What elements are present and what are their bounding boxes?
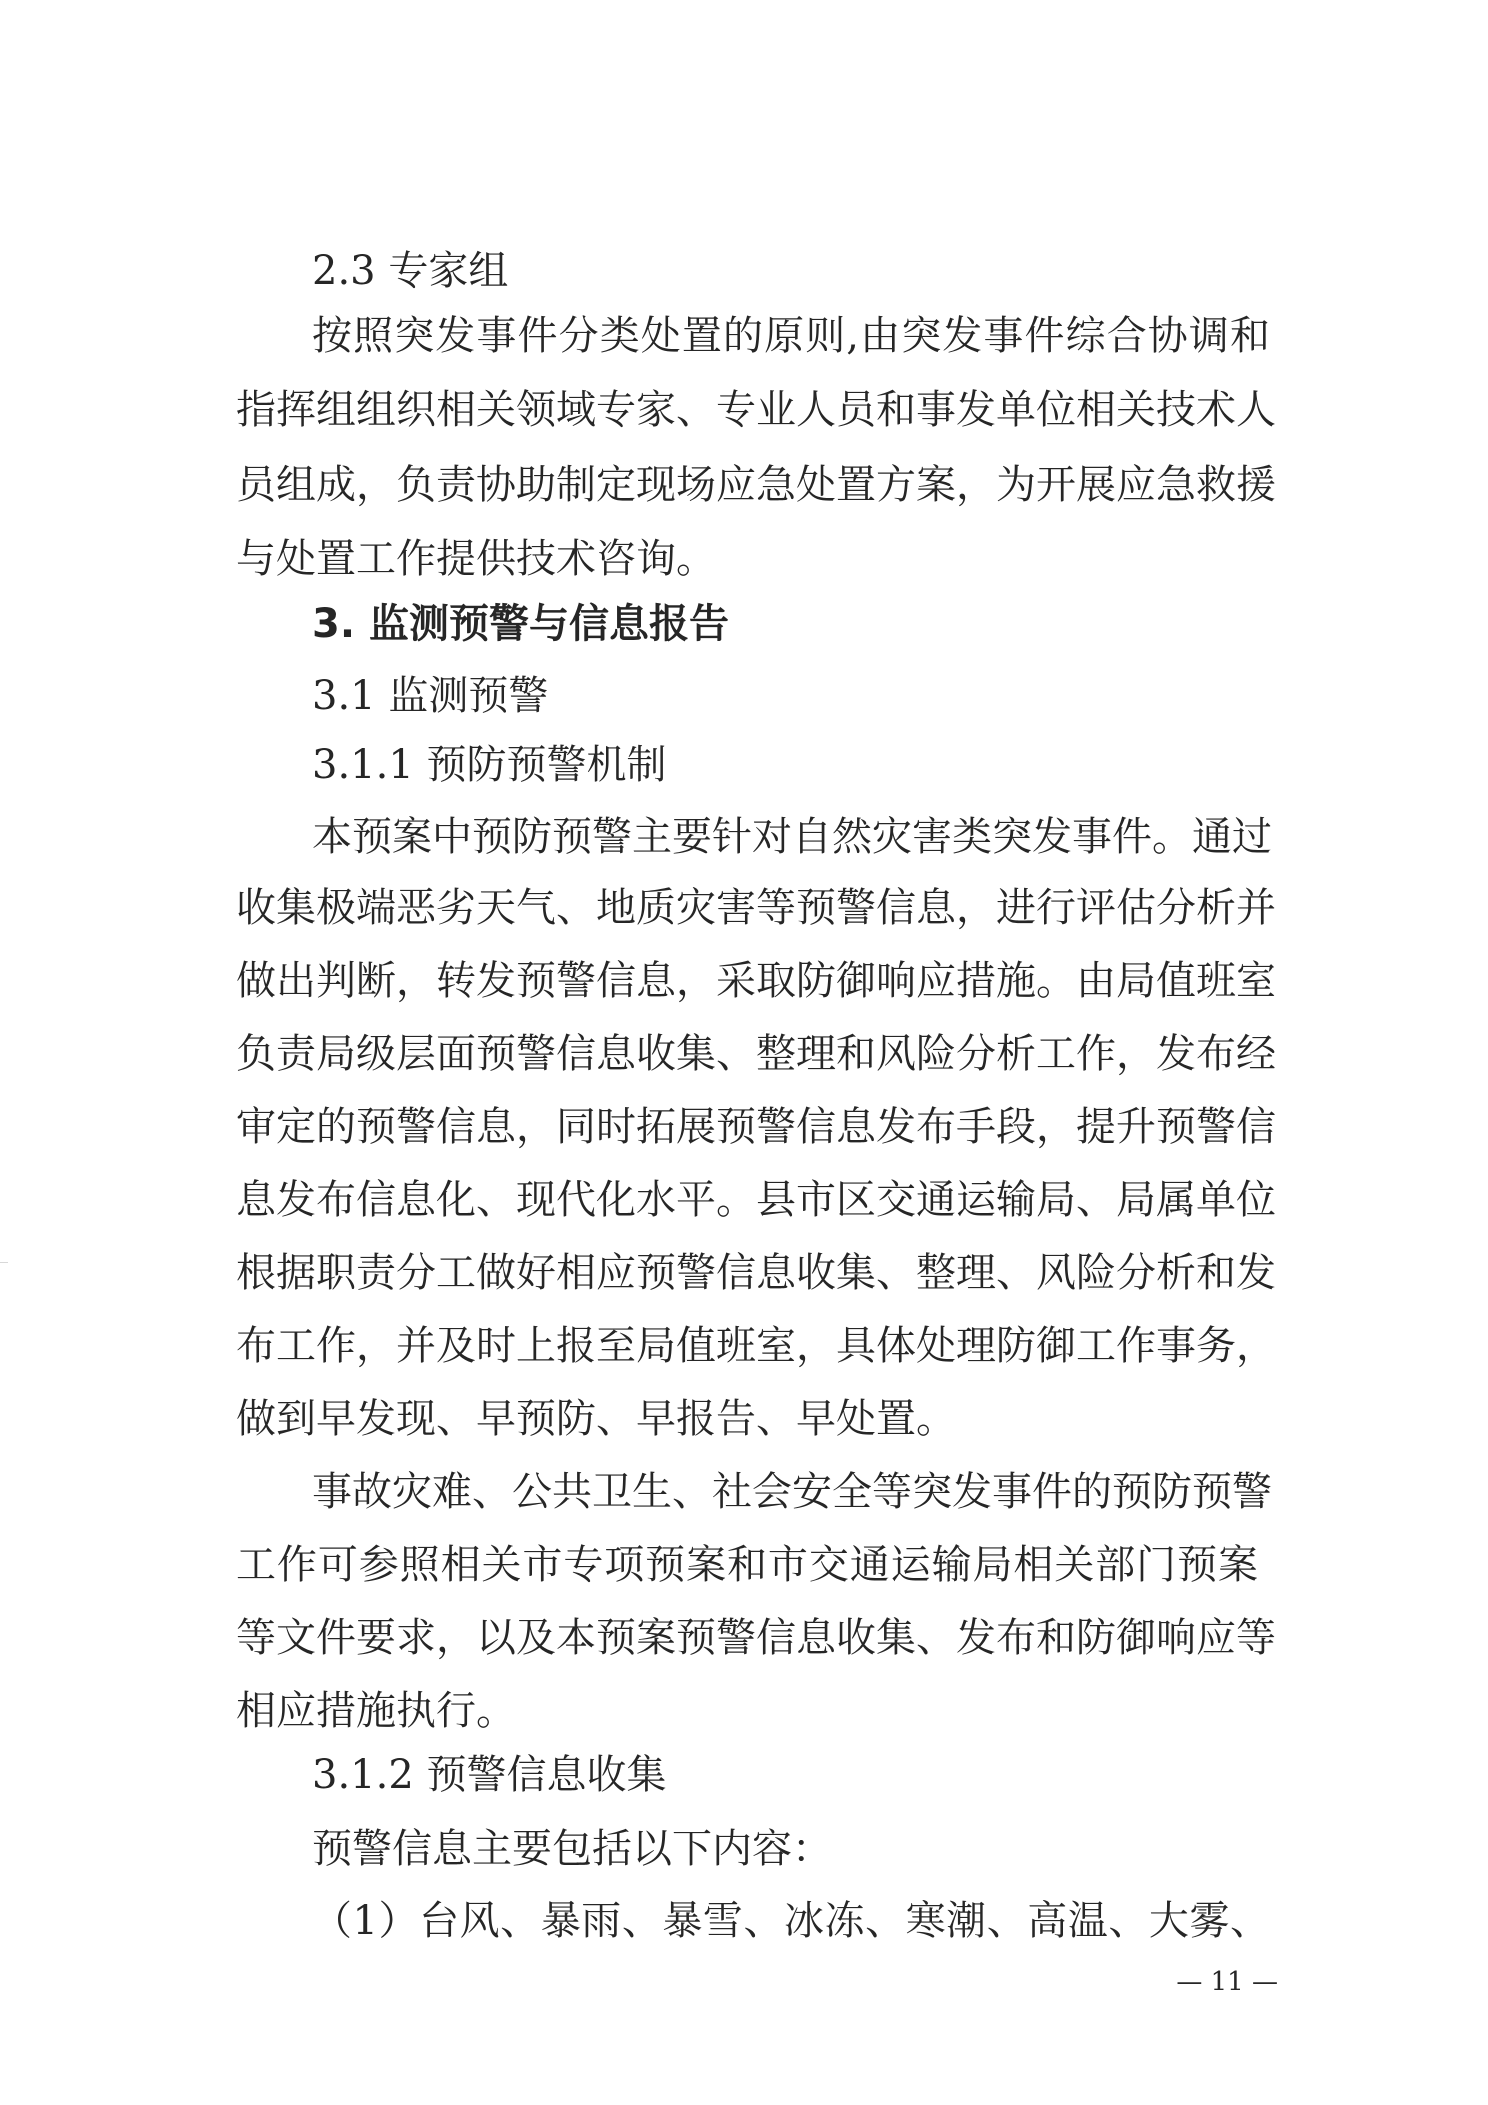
paragraph-line: 根据职责分工做好相应预警信息收集、整理、风险分析和发 — [236, 1250, 1276, 1296]
paragraph-line: 与处置工作提供技术咨询。 — [236, 536, 716, 582]
page-number: — 11 — — [1176, 1967, 1278, 1997]
paragraph-line: 布工作，并及时上报至局值班室，具体处理防御工作事务， — [236, 1323, 1276, 1369]
paragraph-line: 等文件要求，以及本预案预警信息收集、发布和防御响应等 — [236, 1615, 1276, 1661]
paragraph-line: 本预案中预防预警主要针对自然灾害类突发事件。通过 — [312, 814, 1272, 860]
section-heading-2-3: 2.3 专家组 — [312, 248, 509, 294]
section-heading-3: 3. 监测预警与信息报告 — [312, 601, 729, 647]
paragraph-line: 预警信息主要包括以下内容： — [312, 1826, 832, 1872]
paragraph-line: 做出判断，转发预警信息，采取防御响应措施。由局值班室 — [236, 958, 1276, 1004]
paragraph-line: 按照突发事件分类处置的原则,由突发事件综合协调和 — [312, 313, 1270, 359]
paragraph-line: 工作可参照相关市专项预案和市交通运输局相关部门预案 — [236, 1542, 1258, 1588]
paragraph-line: 相应措施执行。 — [236, 1688, 516, 1734]
paragraph-line: 审定的预警信息，同时拓展预警信息发布手段，提升预警信 — [236, 1104, 1276, 1150]
section-heading-3-1-1: 3.1.1 预防预警机制 — [312, 742, 667, 788]
paragraph-line: 事故灾难、公共卫生、社会安全等突发事件的预防预警 — [312, 1469, 1272, 1515]
paragraph-line: 息发布信息化、现代化水平。县市区交通运输局、局属单位 — [236, 1177, 1276, 1223]
scan-artifact — [0, 1262, 8, 1263]
section-heading-3-1-2: 3.1.2 预警信息收集 — [312, 1752, 667, 1798]
paragraph-line: 指挥组组织相关领域专家、专业人员和事发单位相关技术人 — [236, 387, 1276, 433]
paragraph-line: 收集极端恶劣天气、地质灾害等预警信息，进行评估分析并 — [236, 885, 1276, 931]
paragraph-line: 负责局级层面预警信息收集、整理和风险分析工作，发布经 — [236, 1031, 1276, 1077]
list-item: （1）台风、暴雨、暴雪、冰冻、寒潮、高温、大雾、 — [312, 1898, 1270, 1944]
paragraph-line: 员组成，负责协助制定现场应急处置方案，为开展应急救援 — [236, 462, 1276, 508]
paragraph-line: 做到早发现、早预防、早报告、早处置。 — [236, 1396, 956, 1442]
section-heading-3-1: 3.1 监测预警 — [312, 673, 549, 719]
